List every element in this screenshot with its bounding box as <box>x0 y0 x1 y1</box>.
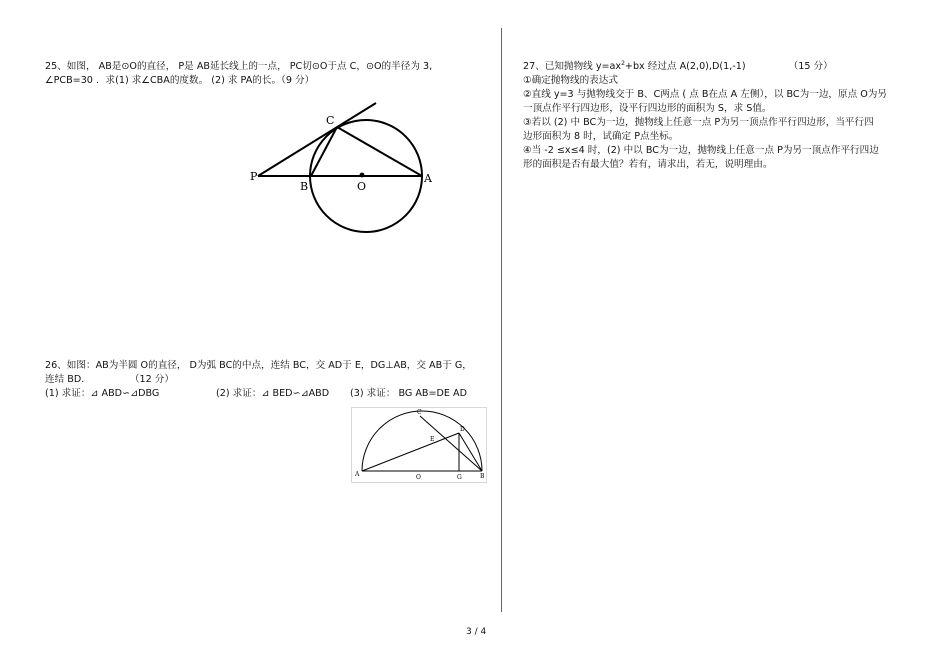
q27-item4b: 形的面积是否有最大值？若有，请求出，若无，说明理由。 <box>523 159 773 170</box>
q27-item4a: ④当 -2 ≤x≤4 时，(2) 中以 BC为一边，抛物线上任意一点 P为另一顶点作平行四边 <box>523 145 879 156</box>
q27-item3b: 边形面积为 8 时，试确定 P点坐标。 <box>523 131 679 142</box>
q26-label-g: G <box>457 474 462 481</box>
q27-line1-sup: 2 <box>621 59 625 67</box>
q25-label-c: C <box>326 114 335 127</box>
q25-label-a: A <box>424 172 432 185</box>
q26-line1: 26、如图：AB为半圆 O的直径， D为弧 BC的中点，连结 BC，交 AD于 E，DG⊥AB，交 AB于 G， <box>45 360 472 371</box>
q26-label-c: C <box>417 409 422 416</box>
q27-item2a: ②直线 y=3 与抛物线交于 B、C两点 ( 点 B在点 A 左侧），以 BC为一边，原点 O为另 <box>523 89 887 100</box>
q26-line2 <box>45 373 174 386</box>
q26-label-a: A <box>355 471 360 478</box>
q27-line1-post: +bx 经过点 A(2,0),D(1,-1) <box>624 61 746 72</box>
q26-label-e: E <box>430 436 435 443</box>
q25-center-dot <box>360 173 365 178</box>
q26-proof2: (2) 求证：⊿ BED∽⊿ABD <box>216 388 330 399</box>
q27-line1-pre: 27、已知抛物线 y=ax <box>523 61 622 72</box>
page-number: 3 / 4 <box>466 627 487 637</box>
q26-label-o: O <box>416 474 421 481</box>
q26-line-ad <box>362 433 459 471</box>
q26-proof1: (1) 求证：⊿ ABD∽⊿DBG <box>45 388 160 399</box>
q26-line2-score: （12 分） <box>129 374 174 385</box>
q27-line1 <box>523 60 833 73</box>
q27-item3a: ③若以 (2) 中 BC为一边，抛物线上任意一点 P为另一顶点作平行四边形，当平行四 <box>523 117 874 128</box>
q26-line2-text: 连结 BD． <box>45 374 91 385</box>
q26-figure <box>351 407 487 483</box>
q25-line1: 25、如图， AB是⊙O的直径， P是 AB延长线上的一点， PC切⊙O于点 C，⊙O的半径为 3, <box>45 61 433 72</box>
q26-line-bd <box>459 433 482 471</box>
q25-label-p: P <box>250 170 258 183</box>
q26-proof3: (3) 求证： BG AB=DE AD <box>350 388 467 399</box>
q26-label-d: D <box>460 426 465 433</box>
q25-line-ca <box>337 127 422 176</box>
q25-figure <box>240 95 440 235</box>
q25-label-o: O <box>357 180 367 193</box>
column-divider <box>501 28 502 612</box>
q25-label-b: B <box>300 180 309 193</box>
q26-line-bc <box>420 416 482 471</box>
q25-line2: ∠PCB=30 ．求(1) 求∠CBA的度数。 (2) 求 PA的长。（9 分） <box>45 75 315 86</box>
q26-label-b: B <box>480 473 485 480</box>
q27-item1: ①确定抛物线的表达式 <box>523 75 618 86</box>
q27-line1-score: （15 分） <box>788 61 833 72</box>
q27-item2b: 一顶点作平行四边形，设平行四边形的面积为 S，求 S值。 <box>523 103 772 114</box>
